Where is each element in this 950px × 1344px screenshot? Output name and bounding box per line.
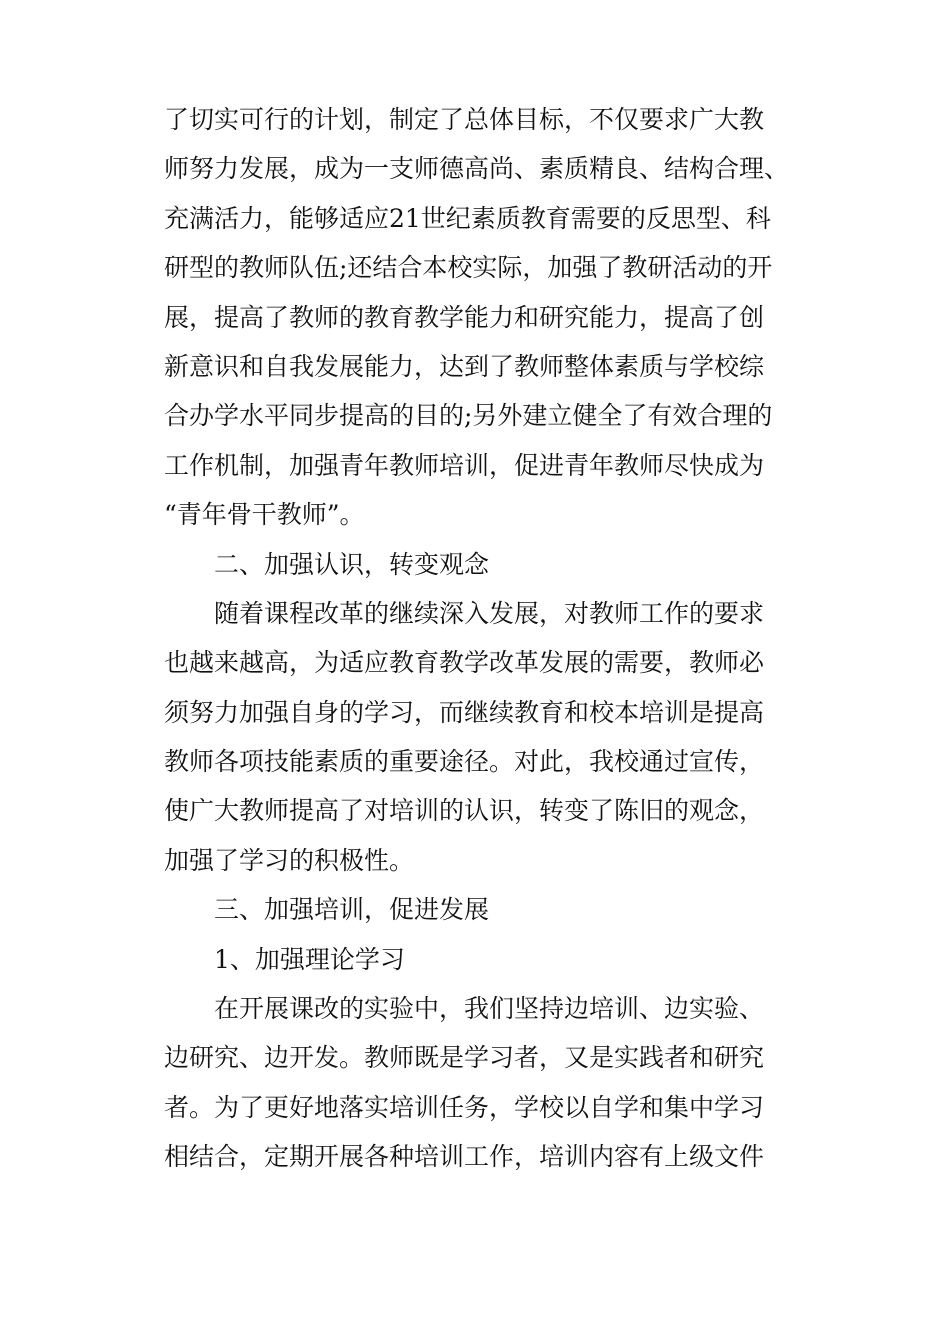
text-line: 教师各项技能素质的重要途径。对此，我校通过宣传， (164, 747, 765, 777)
paragraph-teacher-plan (164, 95, 804, 540)
subheading-theory-study (164, 935, 804, 984)
text-line: 加强了学习的积极性。 (164, 845, 415, 875)
text-line: “青年骨干教师”。 (164, 500, 365, 530)
text-line: 者。为了更好地落实培训任务，学校以自学和集中学习 (164, 1092, 765, 1122)
text-line: 随着课程改革的继续深入发展，对教师工作的要求 (214, 598, 765, 628)
text-line: 边研究、边开发。教师既是学习者，又是实践者和研究 (164, 1043, 765, 1073)
paragraph-awareness (164, 589, 804, 885)
text-line: 了切实可行的计划，制定了总体目标，不仅要求广大教 (164, 105, 765, 134)
section-heading-2 (164, 540, 804, 589)
paragraph-training (164, 984, 804, 1182)
text-line: 也越来越高，为适应教育教学改革发展的需要，教师必 (164, 648, 765, 678)
heading-text: 三、加强培训，促进发展 (214, 895, 490, 925)
text-line: 合办学水平同步提高的目的;另外建立健全了有效合理的 (164, 401, 773, 431)
text-line: 充满活力，能够适应21世纪素质教育需要的反思型、科 (164, 203, 771, 233)
text-line: 新意识和自我发展能力，达到了教师整体素质与学校综 (164, 351, 765, 381)
subheading-text: 1、加强理论学习 (214, 944, 405, 974)
text-line: 须努力加强自身的学习，而继续教育和校本培训是提高 (164, 697, 765, 727)
text-line: 工作机制，加强青年教师培训，促进青年教师尽快成为 (164, 450, 765, 480)
text-line: 相结合，定期开展各种培训工作，培训内容有上级文件 (164, 1142, 765, 1172)
text-line: 在开展课改的实验中，我们坚持边培训、边实验、 (214, 994, 765, 1024)
heading-text: 二、加强认识，转变观念 (214, 549, 490, 579)
document-body (164, 95, 804, 1182)
text-line: 使广大教师提高了对培训的认识，转变了陈旧的观念， (164, 796, 765, 826)
text-line: 研型的教师队伍;还结合本校实际，加强了教研活动的开 (164, 253, 773, 283)
text-line: 展，提高了教师的教育教学能力和研究能力，提高了创 (164, 302, 765, 332)
text-line: 师努力发展，成为一支师德高尚、素质精良、结构合理、 (164, 154, 790, 184)
section-heading-3 (164, 885, 804, 934)
